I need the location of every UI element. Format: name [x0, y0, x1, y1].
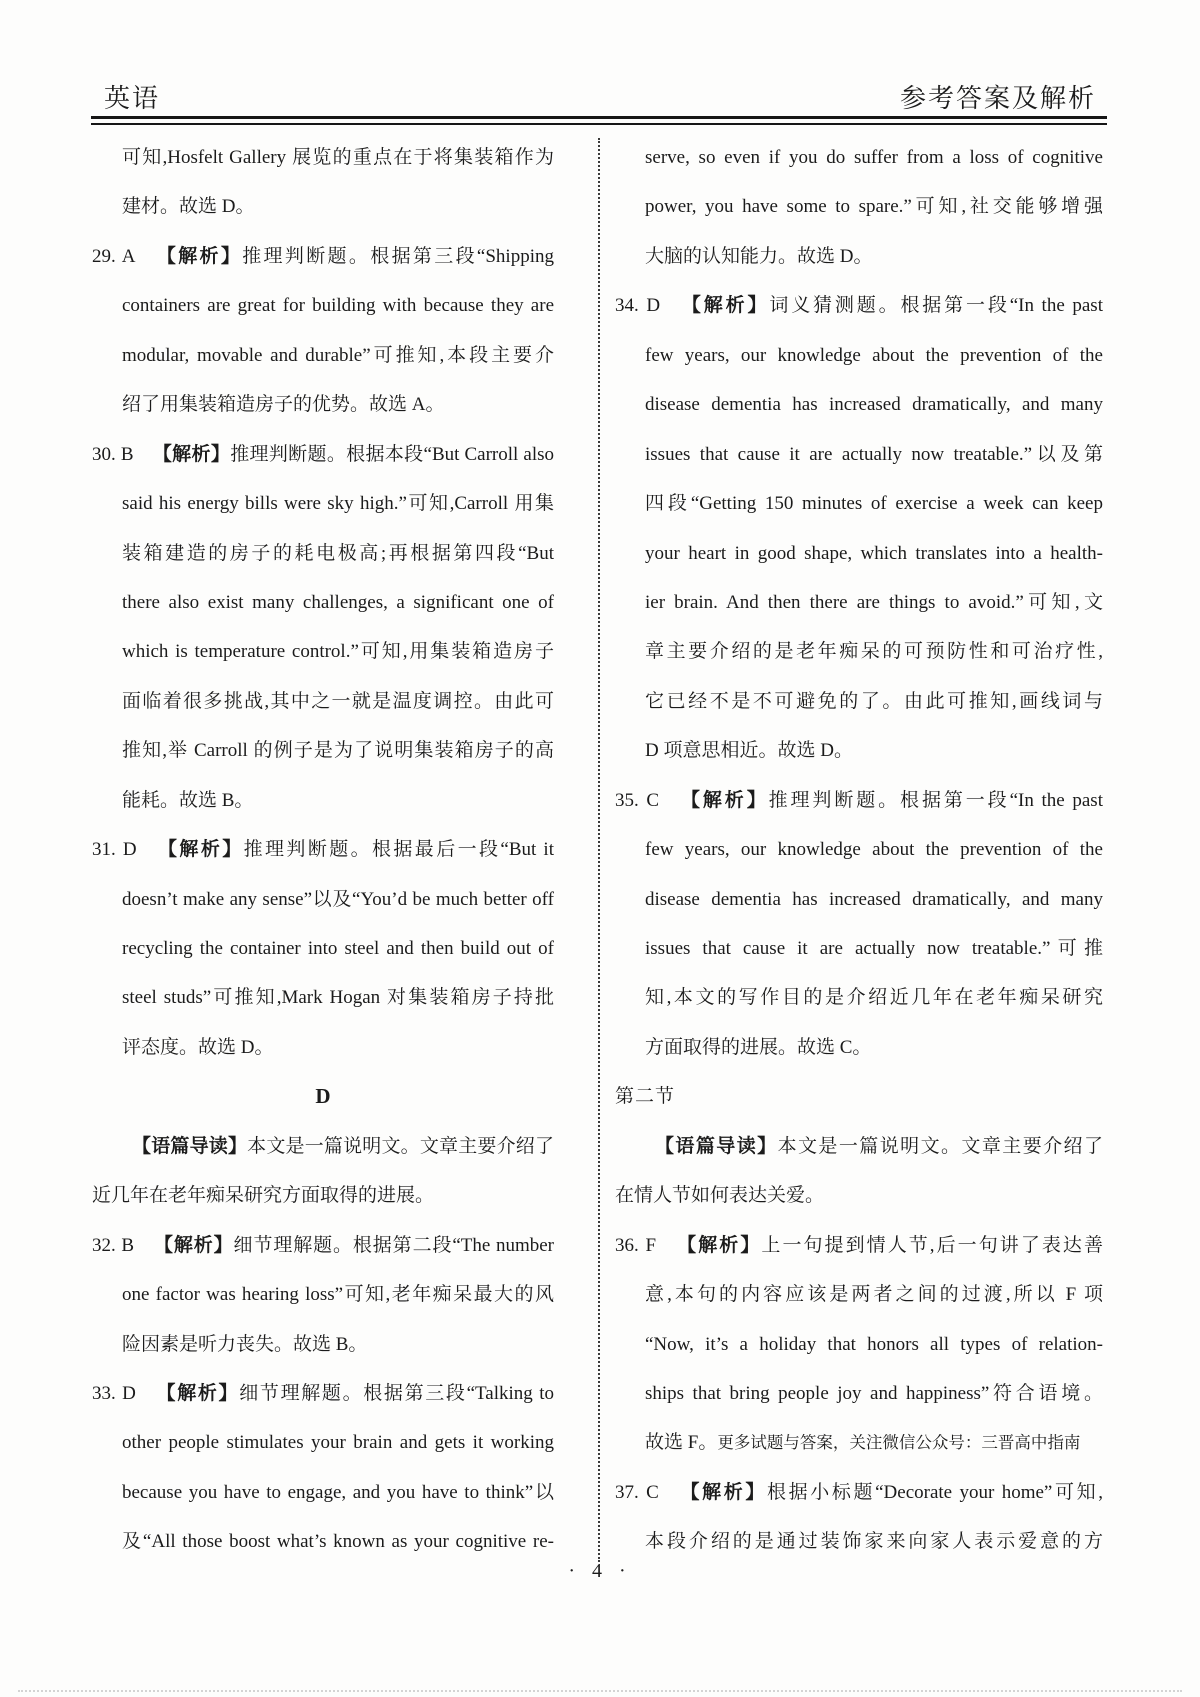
text-line	[92, 1468, 554, 1517]
text-line	[615, 479, 1103, 528]
emphasis-label: 【解析】	[677, 1481, 767, 1503]
text-line	[92, 1023, 554, 1072]
text-run: 大脑的认知能力。故选 D。	[645, 245, 873, 267]
right-text-column	[615, 133, 1103, 1567]
text-run: 四段“Getting 150 minutes of exercise a week can keep	[645, 493, 1103, 515]
text-run: 34. D	[615, 295, 680, 317]
text-line	[615, 430, 1103, 479]
emphasis-label: 【解析】	[154, 245, 243, 267]
text-line	[615, 1369, 1103, 1418]
text-run: 方面取得的进展。故选 C。	[645, 1036, 872, 1058]
emphasis-label: 【语篇导读】	[655, 1135, 778, 1157]
text-run: 词义猜测题。根据第一段“In the past	[769, 295, 1103, 317]
column-divider-dotted	[598, 138, 600, 1562]
text-run: 它已经不是不可避免的了。由此可推知,画线词与	[645, 690, 1103, 712]
text-run: 在情人节如何表达关爱。	[615, 1185, 825, 1207]
text-line	[615, 232, 1103, 281]
text-line	[615, 627, 1103, 676]
text-line	[615, 875, 1103, 924]
text-run: 上一句提到情人节,后一句讲了表达善	[761, 1234, 1103, 1256]
text-line	[615, 924, 1103, 973]
text-run: 33. D	[92, 1382, 155, 1404]
text-run: one factor was hearing loss”可知,老年痴呆最大的风	[122, 1284, 554, 1306]
emphasis-label: 【解析】	[155, 839, 244, 861]
promo-note: 更多试题与答案，关注微信公众号：三晋高中指南	[717, 1433, 1081, 1453]
text-run: 意,本句的内容应该是两者之间的过渡,所以 F 项	[645, 1284, 1103, 1306]
text-run: 知,本文的写作目的是介绍近几年在老年痴呆研究	[645, 987, 1103, 1009]
text-run: containers are great for building with because they are	[122, 295, 554, 317]
text-line	[92, 331, 554, 380]
answer-key-title: 参考答案及解析	[899, 84, 1096, 113]
text-run: there also exist many challenges, a significant one of	[122, 591, 554, 613]
text-line	[92, 479, 554, 528]
header-double-rule	[91, 116, 1107, 125]
text-line	[615, 281, 1103, 330]
text-run: disease dementia has increased dramatically, and many	[645, 394, 1103, 416]
text-run: power, you have some to spare.”可知,社交能够增强	[645, 196, 1103, 218]
text-run: 推知,举 Carroll 的例子是为了说明集装箱房子的高	[122, 740, 554, 762]
text-line	[92, 776, 554, 825]
text-line	[92, 182, 554, 231]
text-run: D 项意思相近。故选 D。	[645, 740, 853, 762]
text-run: disease dementia has increased dramatically, and many	[645, 888, 1103, 910]
text-run: issues that cause it are actually now treatable.”以及第	[645, 443, 1103, 465]
text-run: ier brain. And then there are things to avoid.”可知,文	[645, 591, 1103, 613]
text-run: 细节理解题。根据第三段“Talking to	[239, 1382, 554, 1404]
text-run: 推理判断题。根据本段“But Carroll also	[230, 443, 554, 465]
text-run: 章主要介绍的是老年痴呆的可预防性和可治疗性,	[645, 641, 1103, 663]
text-run: 绍了用集装箱造房子的优势。故选 A。	[122, 394, 445, 416]
text-run: because you have to engage, and you have to think”以	[122, 1481, 554, 1503]
text-line	[615, 133, 1103, 182]
text-run: steel studs”可推知,Mark Hogan 对集装箱房子持批	[122, 987, 554, 1009]
text-run: recycling the container into steel and then build out of	[122, 938, 554, 959]
text-run: 装箱建造的房子的耗电极高;再根据第四段“But	[122, 542, 554, 564]
text-line	[92, 1072, 554, 1121]
text-run: 推理判断题。根据第一段“In the past	[768, 789, 1103, 811]
text-line	[92, 627, 554, 676]
text-run: few years, our knowledge about the prevention of the	[645, 344, 1103, 366]
emphasis-label: 【语篇导读】	[132, 1135, 248, 1157]
text-run: 37. C	[615, 1481, 678, 1503]
text-line	[615, 1418, 1103, 1467]
text-run: 36. F	[615, 1234, 676, 1256]
text-line	[92, 1122, 554, 1171]
text-line	[615, 1468, 1103, 1517]
text-run: 可知,Hosfelt Gallery 展览的重点在于将集装箱作为	[122, 147, 554, 168]
text-line	[92, 1221, 554, 1270]
text-run: few years, our knowledge about the prevention of the	[645, 839, 1103, 861]
text-run: 本段介绍的是通过装饰家来向家人表示爱意的方	[645, 1531, 1103, 1553]
text-run: ships that bring people joy and happiness”符合语境。	[645, 1382, 1103, 1404]
text-run: 推理判断题。根据最后一段“But it	[243, 839, 554, 861]
text-line	[615, 825, 1103, 874]
page-number: · 4 ·	[568, 1560, 632, 1582]
text-line	[615, 1221, 1103, 1270]
text-line	[92, 529, 554, 578]
text-line	[615, 1122, 1103, 1171]
text-run: 31. D	[92, 839, 156, 861]
text-run: said his energy bills were sky high.”可知,Carroll 用集	[122, 493, 554, 515]
text-run: 故选 F。	[645, 1432, 718, 1454]
text-run: 30. B	[92, 443, 153, 465]
text-line	[92, 1171, 554, 1220]
text-line	[92, 825, 554, 874]
text-line	[92, 1320, 554, 1369]
text-line	[615, 677, 1103, 726]
text-run: 及“All those boost what’s known as your cognitive re-	[122, 1531, 554, 1553]
text-run: 险因素是听力丧失。故选 B。	[122, 1333, 368, 1355]
text-run: 推理判断题。根据第三段“Shipping	[242, 245, 554, 267]
text-run: 本文是一篇说明文。文章主要介绍了	[777, 1135, 1103, 1157]
text-line	[92, 726, 554, 775]
text-run: serve, so even if you do suffer from a loss of cognitive	[645, 147, 1103, 168]
text-line	[92, 1270, 554, 1319]
text-run: D	[315, 1084, 331, 1109]
text-line	[615, 578, 1103, 627]
text-line	[92, 133, 554, 182]
text-run: 能耗。故选 B。	[122, 789, 254, 811]
text-run: 35. C	[615, 789, 679, 811]
text-line	[615, 1023, 1103, 1072]
text-line	[92, 578, 554, 627]
text-run: which is temperature control.”可知,用集装箱造房子	[122, 641, 554, 663]
text-line	[92, 677, 554, 726]
emphasis-label: 【解析】	[152, 443, 231, 465]
text-line	[92, 973, 554, 1022]
text-run: 本文是一篇说明文。文章主要介绍了	[247, 1135, 554, 1157]
text-line	[92, 380, 554, 429]
emphasis-label: 【解析】	[154, 1382, 240, 1404]
left-text-column	[92, 133, 554, 1567]
text-line	[92, 430, 554, 479]
emphasis-label: 【解析】	[675, 1234, 762, 1256]
text-line	[92, 924, 554, 973]
text-run: other people stimulates your brain and gets it working	[122, 1432, 554, 1454]
text-line	[92, 1369, 554, 1418]
text-line	[615, 529, 1103, 578]
text-line	[615, 1320, 1103, 1369]
text-run: 评态度。故选 D。	[122, 1036, 274, 1058]
scan-artifact-line	[18, 1690, 1182, 1692]
text-line	[615, 726, 1103, 775]
text-run: 建材。故选 D。	[122, 196, 255, 218]
text-run: 细节理解题。根据第二段“The number	[233, 1234, 554, 1256]
text-line	[92, 875, 554, 924]
text-line	[92, 232, 554, 281]
subject-title: 英语	[104, 84, 161, 113]
text-line	[615, 973, 1103, 1022]
text-run: issues that cause it are actually now treatable.”可推	[645, 938, 1103, 959]
text-line	[615, 331, 1103, 380]
text-run: modular, movable and durable”可推知,本段主要介	[122, 344, 554, 366]
emphasis-label: 【解析】	[678, 789, 769, 811]
text-line	[615, 182, 1103, 231]
text-run: 根据小标题“Decorate your home”可知,	[766, 1481, 1103, 1503]
text-line	[92, 1418, 554, 1467]
text-line	[615, 1270, 1103, 1319]
text-run: doesn’t make any sense”以及“You’d be much better off	[122, 888, 554, 910]
text-run: 第二节	[615, 1086, 676, 1108]
text-line	[615, 380, 1103, 429]
emphasis-label: 【解析】	[679, 295, 770, 317]
text-run: “Now, it’s a holiday that honors all types of relation-	[645, 1333, 1103, 1355]
text-line	[92, 281, 554, 330]
text-run: 近几年在老年痴呆研究方面取得的进展。	[92, 1185, 435, 1207]
text-run: 29. A	[92, 245, 155, 267]
text-line	[615, 776, 1103, 825]
text-line	[615, 1072, 1103, 1121]
emphasis-label: 【解析】	[153, 1234, 234, 1256]
text-line	[615, 1171, 1103, 1220]
text-run: your heart in good shape, which translates into a health-	[645, 542, 1103, 564]
text-run: 32. B	[92, 1234, 154, 1256]
text-run: 面临着很多挑战,其中之一就是温度调控。由此可	[122, 690, 554, 712]
